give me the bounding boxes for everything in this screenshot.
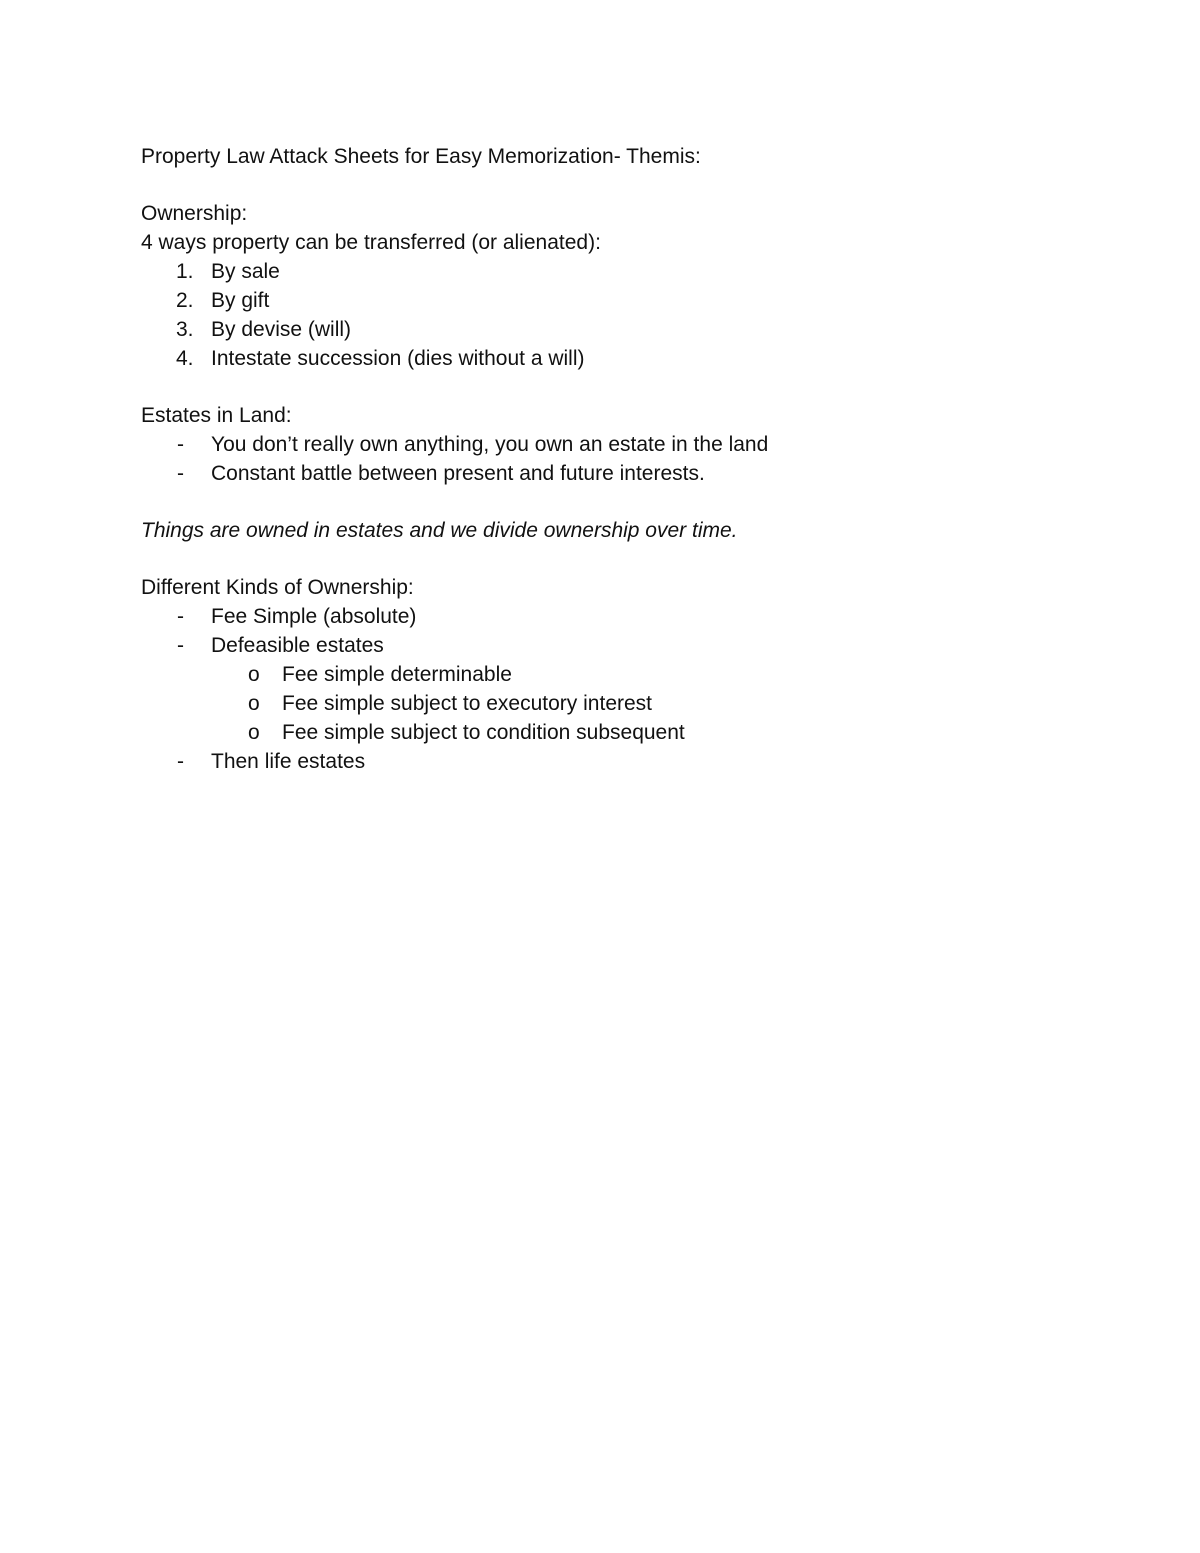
list-number: 3. (176, 318, 194, 341)
list-item (141, 747, 1101, 776)
list-item-text: Fee Simple (absolute) (211, 605, 417, 628)
list-item (141, 344, 1101, 373)
list-item-text: Intestate succession (dies without a will) (211, 347, 585, 370)
document-body (141, 142, 1101, 776)
list-item-text: You don’t really own anything, you own an estate in the land (211, 433, 769, 456)
kinds-list (141, 602, 1101, 776)
ownership-heading: Ownership: (141, 202, 248, 225)
list-item (141, 459, 1101, 488)
italic-note: Things are owned in estates and we divide ownership over time. (141, 519, 738, 542)
dash-bullet: - (177, 605, 184, 628)
dash-bullet: - (177, 750, 184, 773)
sub-list-item-text: Fee simple determinable (282, 663, 512, 686)
list-item (141, 602, 1101, 631)
circle-bullet: o (248, 663, 260, 686)
ownership-intro: 4 ways property can be transferred (or alienated): (141, 231, 601, 254)
dash-bullet: - (177, 433, 184, 456)
sub-list-item-text: Fee simple subject to executory interest (282, 692, 653, 715)
spacer (141, 545, 1101, 573)
estates-heading: Estates in Land: (141, 404, 292, 427)
ownership-list (141, 257, 1101, 373)
list-number: 4. (176, 347, 194, 370)
list-item-text: Then life estates (211, 750, 366, 773)
list-item-text: By gift (211, 289, 270, 312)
document-title: Property Law Attack Sheets for Easy Memorization- Themis: (141, 145, 701, 168)
list-item-text: By sale (211, 260, 280, 283)
list-item-text: Constant battle between present and future interests. (211, 462, 705, 485)
list-item (141, 315, 1101, 344)
kinds-heading: Different Kinds of Ownership: (141, 576, 414, 599)
list-item-text: By devise (will) (211, 318, 352, 341)
list-item (141, 286, 1101, 315)
list-number: 1. (176, 260, 194, 283)
estates-list (141, 430, 1101, 488)
dash-bullet: - (177, 462, 184, 485)
spacer (141, 171, 1101, 199)
list-number: 2. (176, 289, 194, 312)
sub-list-item (141, 718, 1101, 747)
sub-list-item-text: Fee simple subject to condition subsequent (282, 721, 685, 744)
list-item (141, 430, 1101, 459)
sub-list-item (141, 660, 1101, 689)
list-item (141, 257, 1101, 286)
list-item-text: Defeasible estates (211, 634, 384, 657)
spacer (141, 373, 1101, 401)
dash-bullet: - (177, 634, 184, 657)
list-item (141, 631, 1101, 660)
spacer (141, 488, 1101, 516)
sub-list-item (141, 689, 1101, 718)
circle-bullet: o (248, 721, 260, 744)
circle-bullet: o (248, 692, 260, 715)
